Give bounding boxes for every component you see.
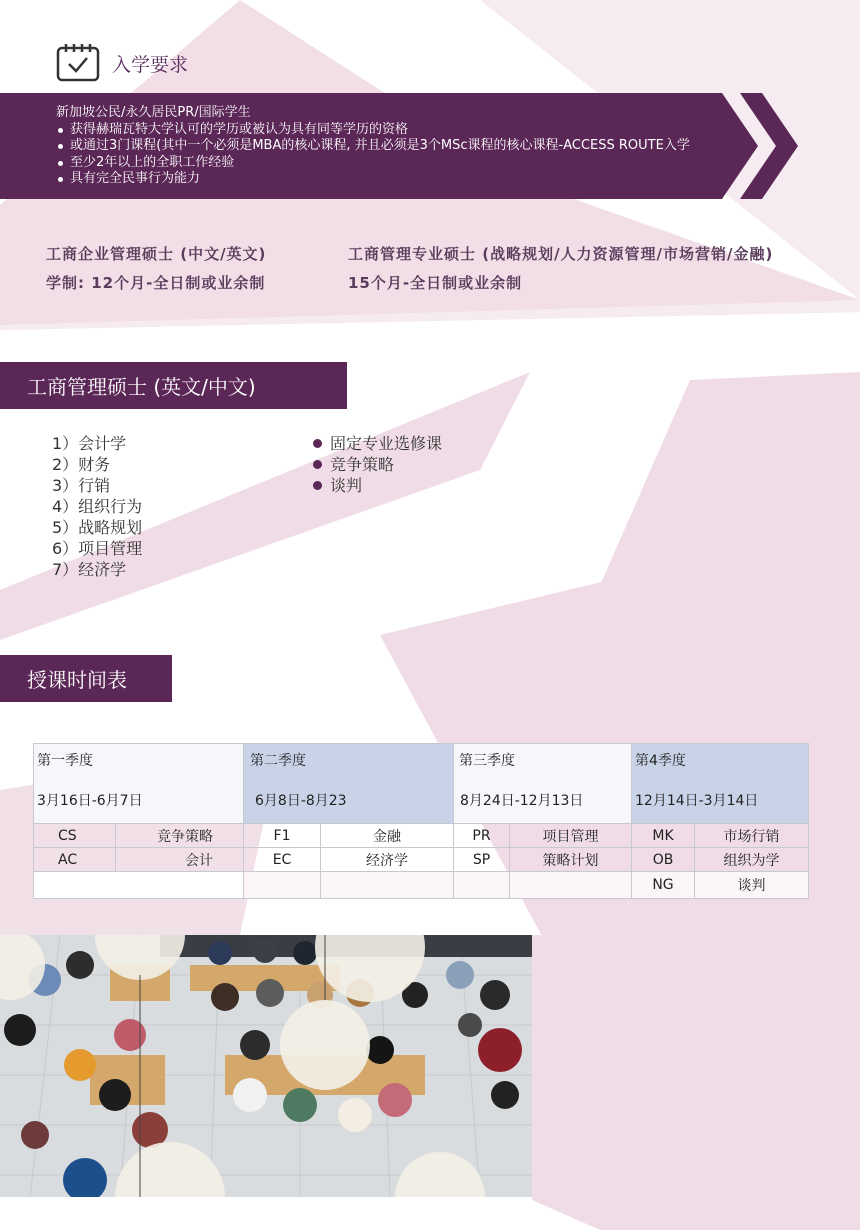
course-name: 项目管理 (510, 824, 632, 848)
quarter-dates: 12月14日-3月14日 (635, 793, 759, 809)
course-code (244, 872, 321, 899)
quarter-2-header (244, 744, 454, 824)
requirement-item: 或通过3门课程(其中一个必须是MBA的核心课程, 并且必须是3个MSc课程的核心课程-ACCESS ROUTE入学 (70, 138, 690, 153)
course-code (34, 872, 244, 899)
quarter-3-header (454, 744, 632, 824)
quarter-4-header (632, 744, 809, 824)
course-code: CS (34, 824, 116, 848)
elective-item: 谈判 (330, 475, 442, 496)
core-course-item: 6）项目管理 (52, 539, 143, 558)
quarter-dates: 8月24日-12月13日 (460, 793, 584, 809)
campus-photo (0, 935, 532, 1197)
course-name: 经济学 (321, 848, 454, 872)
course-name (510, 872, 632, 899)
schedule-title: 授课时间表 (0, 655, 172, 702)
requirement-item: 具有完全民事行为能力 (70, 171, 690, 188)
quarter-name: 第4季度 (635, 753, 686, 769)
mba-section-title: 工商管理硕士 (英文/中文) (0, 362, 347, 409)
course-name: 金融 (321, 824, 454, 848)
course-code: F1 (244, 824, 321, 848)
program-2-name: 工商管理专业硕士 (战略规划/人力资源管理/市场营销/金融) (348, 245, 774, 263)
core-course-item: 2）财务 (52, 455, 111, 474)
quarter-name: 第三季度 (459, 753, 515, 769)
requirements-title: 入学要求 (112, 54, 189, 76)
course-code: SP (454, 848, 510, 872)
course-code: EC (244, 848, 321, 872)
elective-item: 竞争策略 (330, 454, 442, 475)
core-course-list (52, 433, 142, 580)
course-name (321, 872, 454, 899)
course-code: OB (632, 848, 695, 872)
requirements-content (56, 105, 690, 188)
program-1-duration: 学制: 12个月-全日制或业余制 (46, 274, 266, 292)
requirement-item: 获得赫瑞瓦特大学认可的学历或被认为具有同等学历的资格 (70, 122, 690, 139)
requirement-item: 至少2年以上的全职工作经验 (70, 155, 690, 172)
table-row (34, 848, 809, 872)
core-course-item: 4）组织行为 (52, 497, 143, 516)
elective-list (312, 433, 442, 496)
program-2-duration: 15个月-全日制或业余制 (348, 274, 523, 292)
table-row (34, 824, 809, 848)
course-name: 竞争策略 (116, 824, 244, 848)
quarter-dates: 3月16日-6月7日 (37, 793, 143, 809)
quarter-name: 第二季度 (250, 753, 306, 769)
requirements-list (56, 122, 690, 188)
course-code: PR (454, 824, 510, 848)
core-course-item: 7）经济学 (52, 560, 127, 579)
course-code: AC (34, 848, 116, 872)
schedule-table (33, 743, 809, 899)
course-name: 谈判 (695, 872, 809, 899)
elective-item: 固定专业选修课 (330, 434, 443, 453)
program-1-name: 工商企业管理硕士 (中文/英文) (46, 245, 267, 263)
course-name: 策略计划 (510, 848, 632, 872)
quarter-name: 第一季度 (37, 753, 93, 769)
course-code: MK (632, 824, 695, 848)
quarter-header-row (34, 744, 809, 824)
course-code (454, 872, 510, 899)
course-name: 组织为学 (695, 848, 809, 872)
core-course-item: 1）会计学 (52, 434, 127, 453)
quarter-dates: 6月8日-8月23 (255, 793, 347, 809)
course-name: 会计 (116, 848, 244, 872)
course-name: 市场行销 (695, 824, 809, 848)
course-code: NG (632, 872, 695, 899)
quarter-1-header (34, 744, 244, 824)
core-course-item: 5）战略规划 (52, 518, 143, 537)
requirements-audience: 新加坡公民/永久居民PR/国际学生 (56, 105, 251, 120)
calendar-check-icon (56, 42, 100, 82)
table-row (34, 872, 809, 899)
core-course-item: 3）行销 (52, 476, 111, 495)
